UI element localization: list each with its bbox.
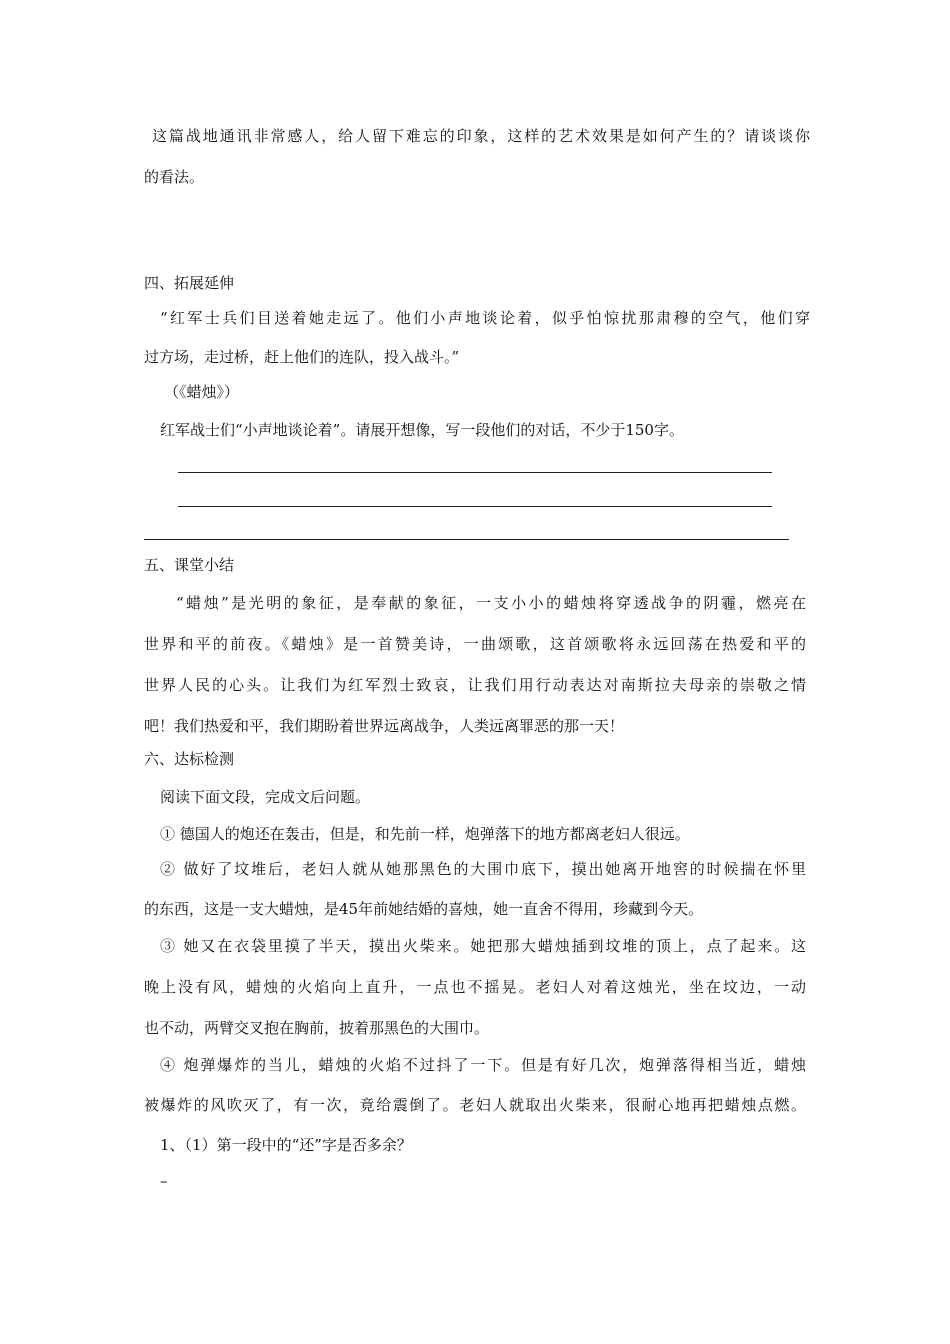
- section3-question-line-2: 的看法。: [144, 168, 205, 186]
- section4-quote-line-2: 过方场，走过桥，赶上他们的连队，投入战斗。”: [144, 348, 460, 366]
- section6-intro: 阅读下面文段，完成文后问题。: [160, 788, 371, 806]
- section6-para1: ① 德国人的炮还在轰击，但是，和先前一样，炮弹落下的地方都离老妇人很远。: [160, 825, 690, 843]
- answer-line-1[interactable]: [178, 472, 772, 473]
- section3-question-line-1: 这篇战地通讯非常感人，给人留下难忘的印象，这样的艺术效果是如何产生的？请谈谈你: [152, 127, 812, 145]
- section4-quote-line-1: “红军士兵们目送着她走远了。他们小声地谈论着，似乎怕惊扰那肃穆的空气，他们穿: [160, 309, 813, 327]
- section6-para3-line-2: 晚上没有风，蜡烛的火焰向上直升，一点也不摇晃。老妇人对着这烛光，坐在坟边，一动: [144, 978, 809, 996]
- section6-question-1: 1、（1）第一段中的“还”字是否多余？: [160, 1136, 412, 1154]
- section4-task: 红军战士们“小声地谈论着”。请展开想像，写一段他们的对话，不少于150字。: [160, 421, 684, 439]
- section6-para3-line-3: 也不动，两臂交叉抱在胸前，披着那黑色的大围巾。: [144, 1019, 490, 1037]
- section4-heading: 四、拓展延伸: [144, 274, 235, 292]
- section6-para4-line-2: 被爆炸的风吹灭了，有一次，竟给震倒了。老妇人就取出火柴来，很耐心地再把蜡烛点燃。: [144, 1096, 808, 1114]
- section5-paragraph-line-1: “蜡烛”是光明的象征，是奉献的象征，一支小小的蜡烛将穿透战争的阴霾，燃亮在: [176, 594, 809, 612]
- section6-heading: 六、达标检测: [144, 750, 235, 768]
- section5-paragraph-line-3: 世界人民的心头。让我们为红军烈士致哀，让我们用行动表达对南斯拉夫母亲的崇敬之情: [144, 676, 809, 694]
- section6-para4-line-1: ④ 炮弹爆炸的当儿，蜡烛的火焰不过抖了一下。但是有好几次，炮弹落得相当近，蜡烛: [160, 1056, 808, 1074]
- section5-heading: 五、课堂小结: [144, 556, 235, 574]
- answer-line-3[interactable]: [144, 539, 789, 540]
- section5-paragraph-line-2: 世界和平的前夜。《蜡烛》是一首赞美诗，一曲颂歌，这首颂歌将永远回荡在热爱和平的: [144, 635, 809, 653]
- section5-paragraph-line-4: 吧！我们热爱和平，我们期盼着世界远离战争，人类远离罪恶的那一天！: [144, 717, 625, 735]
- answer-mark[interactable]: –: [160, 1172, 168, 1190]
- section6-para2-line-2: 的东西，这是一支大蜡烛，是45年前她结婚的喜烛，她一直舍不得用，珍藏到今天。: [144, 900, 704, 918]
- section6-para3-line-1: ③ 她又在衣袋里摸了半天，摸出火柴来。她把那大蜡烛插到坟堆的顶上，点了起来。这: [160, 937, 808, 955]
- section4-source: （《蜡烛》）: [164, 383, 240, 401]
- answer-line-2[interactable]: [178, 506, 772, 507]
- section6-para2-line-1: ② 做好了坟堆后，老妇人就从她那黑色的大围巾底下，摸出她离开地窖的时候揣在怀里: [160, 860, 808, 878]
